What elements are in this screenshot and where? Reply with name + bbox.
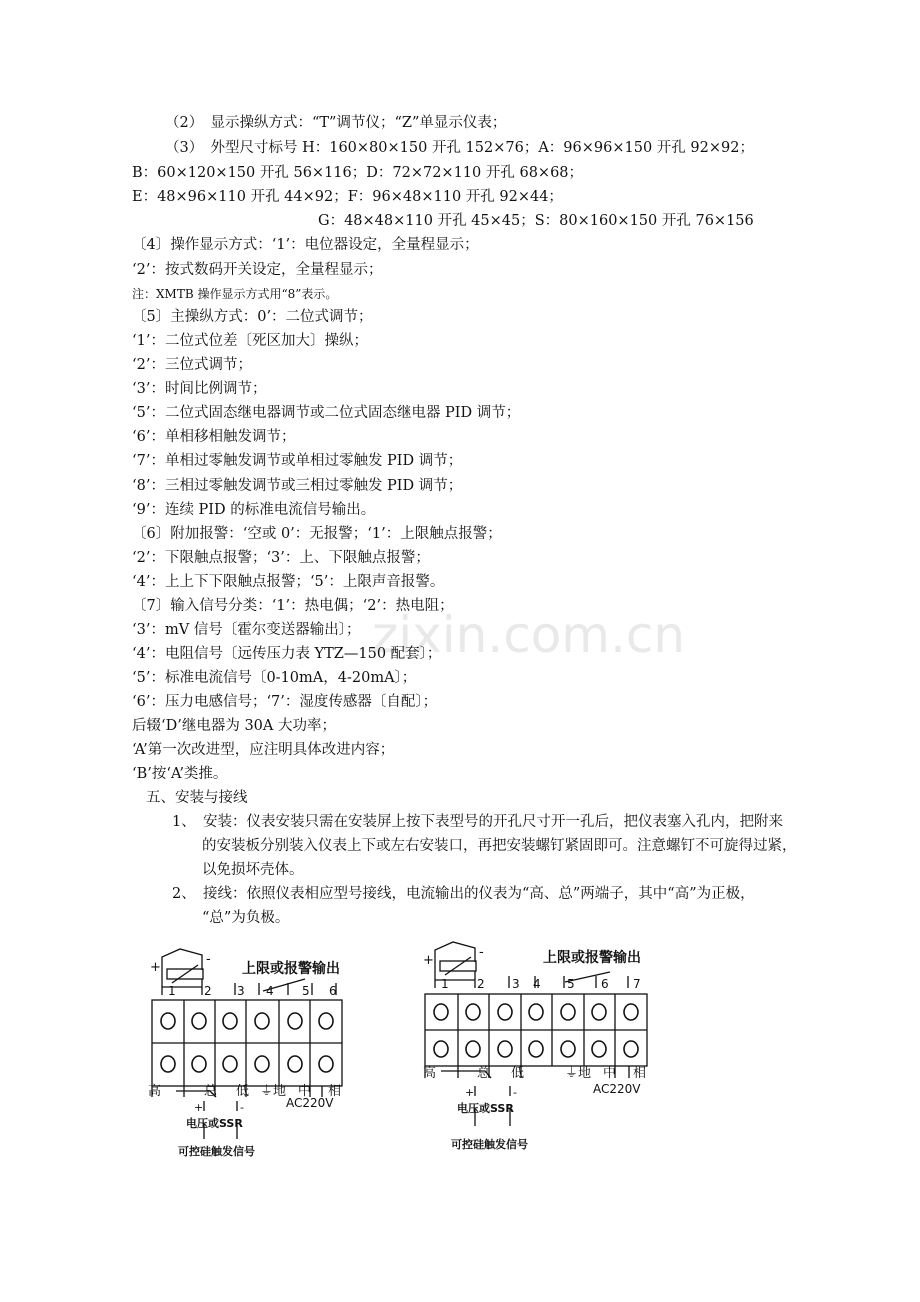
terminal-number: 4 (266, 984, 274, 998)
watermark: zixin.com.cn (372, 606, 686, 664)
terminal-label-neutral: 中 (298, 1084, 312, 1099)
text-line: ‘8’：三相过零触发调节或三相过零触发 PID 调节； (132, 478, 463, 494)
text-line: ‘3’：时间比例调节； (132, 381, 267, 397)
text-line: 〔5〕主操纵方式：0’：二位式调节； (132, 309, 373, 325)
terminal-number: 5 (302, 984, 310, 998)
terminal-number: 3 (237, 984, 245, 998)
text-line: 〔6〕附加报警：‘空或 0’：无报警；‘1’：上限触点报警； (132, 526, 502, 542)
plus-sign: + (465, 1086, 475, 1099)
minus-sign: - (479, 945, 484, 960)
terminal-label-phase: 相 (633, 1066, 647, 1081)
text-line-note: 注：XMTB 操作显示方式用“8”表示。 (132, 287, 338, 301)
voltage-ssr-label: 电压或SSR (186, 1117, 243, 1130)
section-heading: 五、安装与接线 (146, 790, 248, 806)
text-line: 后辍‘D’继电器为 30A 大功率； (132, 718, 336, 734)
minus-sign: - (513, 1086, 517, 1099)
text-line: 的安装板分别装入仪表上下或左右安装口，再把安装螺钉紧固即可。注意螺钉不可旋得过紧， (202, 838, 797, 854)
text-line: ‘6’：压力电感信号；‘7’：湿度传感器〔自配〕； (132, 694, 438, 710)
terminal-number: 6 (601, 977, 609, 991)
text-line: ‘A’第一次改进型，应注明具体改进内容； (132, 742, 395, 758)
text-line: （2） 显示操纵方式：“T”调节仪；“Z”单显示仪表； (165, 115, 507, 131)
text-line: ‘7’：单相过零触发调节或单相过零触发 PID 调节； (132, 453, 463, 469)
text-line: ‘4’：电阻信号〔远传压力表 YTZ—150 配套〕； (132, 646, 442, 662)
text-line: ‘5’：二位式固态继电器调节或二位式固态继电器 PID 调节； (132, 405, 521, 421)
alarm-output-label: 上限或报警输出 (543, 950, 641, 966)
text-line: 2、 接线：依照仪表相应型号接线，电流输出的仪表为“高、总”两端子，其中“高”为正极， (172, 886, 755, 902)
wiring-diagram-right (415, 938, 665, 1163)
minus-sign: - (206, 952, 211, 967)
terminal-label-high: 高 (148, 1084, 162, 1099)
thyristor-trigger-label: 可控硅触发信号 (178, 1145, 255, 1158)
terminal-number: 2 (204, 984, 212, 998)
terminal-label-total: 总 (477, 1066, 491, 1081)
text-line: ‘4’：上上下下限触点报警；‘5’：上限声音报警。 (132, 574, 445, 590)
alarm-output-label: 上限或报警输出 (242, 961, 340, 977)
plus-sign: + (194, 1101, 204, 1114)
text-line: ‘2’：三位式调节； (132, 357, 252, 373)
text-line: ‘B’按‘A’类推。 (132, 766, 228, 782)
text-line: “总”为负极。 (202, 910, 290, 926)
terminal-number: 1 (441, 977, 449, 991)
terminal-number: 1 (168, 984, 176, 998)
ac220v-label: AC220V (593, 1082, 641, 1096)
text-line: ‘9’：连续 PID 的标准电流信号输出。 (132, 502, 376, 518)
text-line: ‘3’：mV 信号〔霍尔变送器输出〕； (132, 622, 361, 638)
plus-sign: + (150, 960, 161, 975)
terminal-label-total: 总 (204, 1084, 218, 1099)
terminal-number: 4 (533, 977, 541, 991)
text-line: ‘1’：二位式位差〔死区加大〕操纵； (132, 333, 368, 349)
text-line: ‘6’：单相移相触发调节； (132, 429, 296, 445)
terminal-number: 3 (512, 977, 520, 991)
text-line: ‘2’：按式数码开关设定，全量程显示； (132, 262, 383, 278)
voltage-ssr-label: 电压或SSR (457, 1102, 514, 1115)
text-line: G：48×48×110 开孔 45×45；S：80×160×150 开孔 76×156 (318, 213, 754, 229)
text-line: （3） 外型尺寸标号 H：160×80×150 开孔 152×76；A：96×96×150 开孔 92×92； (165, 140, 754, 156)
text-line: ‘5’：标准电流信号〔0-10mA，4-20mA〕； (132, 670, 417, 686)
ac220v-label: AC220V (286, 1096, 334, 1110)
text-line: B：60×120×150 开孔 56×116；D：72×72×110 开孔 68×68； (132, 165, 584, 181)
text-line: 〔4〕操作显示方式：‘1’：电位器设定，全量程显示； (132, 237, 479, 253)
plus-sign: + (423, 953, 434, 968)
terminal-label-low: 低 (511, 1066, 525, 1081)
terminal-number: 6 (329, 984, 337, 998)
text-line: 以免损坏壳体。 (202, 862, 304, 878)
thyristor-trigger-label: 可控硅触发信号 (451, 1138, 528, 1151)
text-line: 〔7〕输入信号分类：‘1’：热电偶；‘2’：热电阻； (132, 598, 454, 614)
terminal-number: 7 (633, 977, 641, 991)
terminal-label-ground: ⏚地 (565, 1066, 592, 1081)
terminal-label-ground: ⏚地 (260, 1084, 287, 1099)
terminal-label-high: 高 (423, 1066, 437, 1081)
text-line: E：48×96×110 开孔 44×92；F：96×48×110 开孔 92×44； (132, 189, 563, 205)
terminal-number: 5 (567, 977, 575, 991)
minus-sign: - (240, 1101, 244, 1114)
text-line: 1、 安装：仪表安装只需在安装屏上按下表型号的开孔尺寸开一孔后，把仪表塞入孔内，把附来 (172, 814, 783, 830)
text-line: ‘2’：下限触点报警；‘3’：上、下限触点报警； (132, 550, 430, 566)
terminal-number: 2 (477, 977, 485, 991)
terminal-label-neutral: 中 (603, 1066, 617, 1081)
terminal-label-low: 低 (236, 1084, 250, 1099)
wiring-diagram-left (140, 945, 380, 1170)
terminal-label-phase: 相 (328, 1084, 342, 1099)
